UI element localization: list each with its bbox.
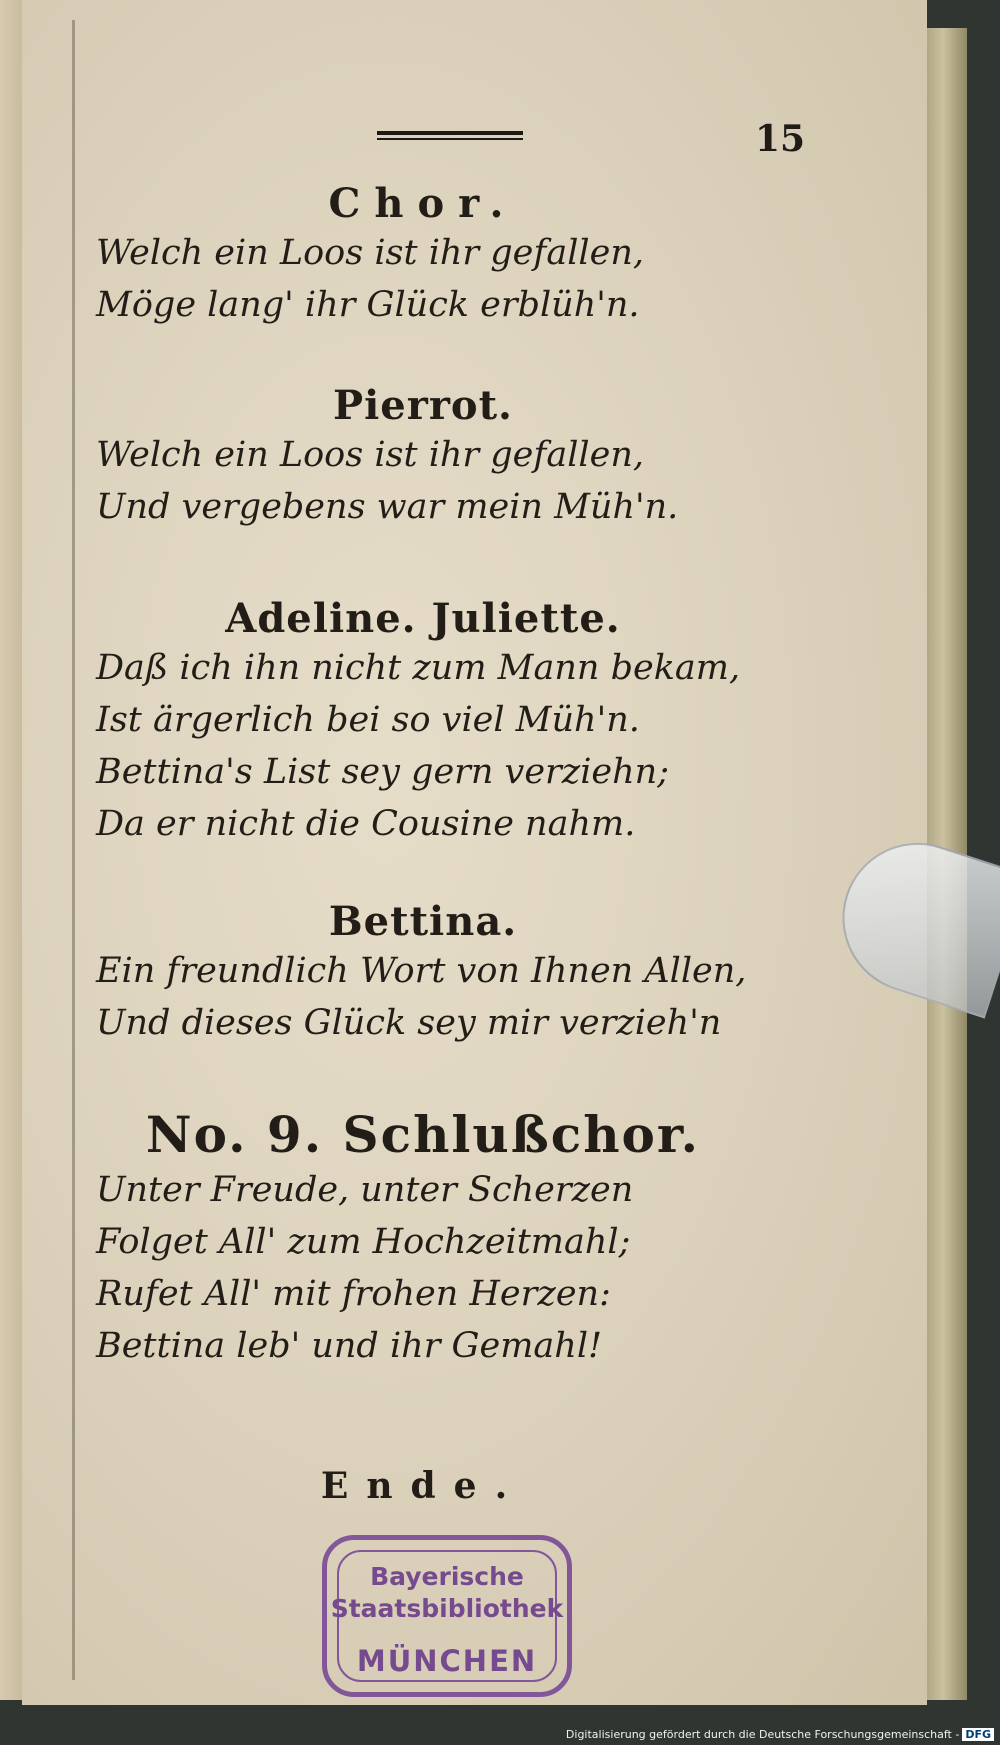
section-heading: Pierrot. (333, 382, 513, 429)
section-pierrot (78, 382, 768, 533)
verse-line: Unter Freude, unter Scherzen (96, 1170, 634, 1210)
verse-line: Rufet All' mit frohen Herzen: (96, 1274, 611, 1314)
verse-line: Möge lang' ihr Glück erblüh'n. (96, 285, 640, 325)
section-heading: Bettina. (328, 898, 518, 945)
verse-line: Und dieses Glück sey mir verzieh'n (96, 1003, 722, 1043)
header-rule-thin (377, 138, 523, 140)
left-page-edge (0, 0, 22, 1700)
verse-line: Welch ein Loos ist ihr gefallen, (96, 233, 644, 273)
verse-line: Daß ich ihn nicht zum Mann bekam, (96, 648, 741, 688)
section-adeline-juliette (78, 595, 768, 850)
section-heading: Chor. (328, 180, 518, 227)
page-number: 15 (755, 118, 806, 160)
gutter-line (72, 20, 75, 1680)
verse-line: Da er nicht die Cousine nahm. (96, 804, 636, 844)
verse-line: Und vergebens war mein Müh'n. (96, 487, 679, 527)
footer-text: Digitalisierung gefördert durch die Deutsche Forschungsgemeinschaft - (565, 1728, 960, 1741)
section-schlusschor (78, 1105, 768, 1372)
header-rule (377, 131, 523, 135)
verse-line: Bettina's List sey gern verziehn; (96, 752, 669, 792)
verse-line: Ein freundlich Wort von Ihnen Allen, (96, 951, 747, 991)
library-stamp (322, 1535, 572, 1697)
section-chor (78, 180, 768, 331)
footer-credit (566, 1728, 994, 1741)
verse-line: Folget All' zum Hochzeitmahl; (96, 1222, 631, 1262)
ende-text: Ende. (320, 1465, 526, 1507)
stamp-line: Bayerische (370, 1562, 524, 1591)
verse-line: Bettina leb' und ihr Gemahl! (96, 1326, 603, 1366)
verse-line: Ist ärgerlich bei so viel Müh'n. (96, 700, 640, 740)
verse-line: Welch ein Loos ist ihr gefallen, (96, 435, 644, 475)
section-heading: Adeline. Juliette. (225, 595, 621, 642)
section-bettina (78, 898, 768, 1049)
section-heading-final: No. 9. Schlußchor. (145, 1105, 701, 1164)
stamp-line: Staatsbibliothek (330, 1594, 564, 1623)
dfg-logo: DFG (962, 1728, 994, 1741)
stamp-line: MÜNCHEN (356, 1644, 538, 1678)
